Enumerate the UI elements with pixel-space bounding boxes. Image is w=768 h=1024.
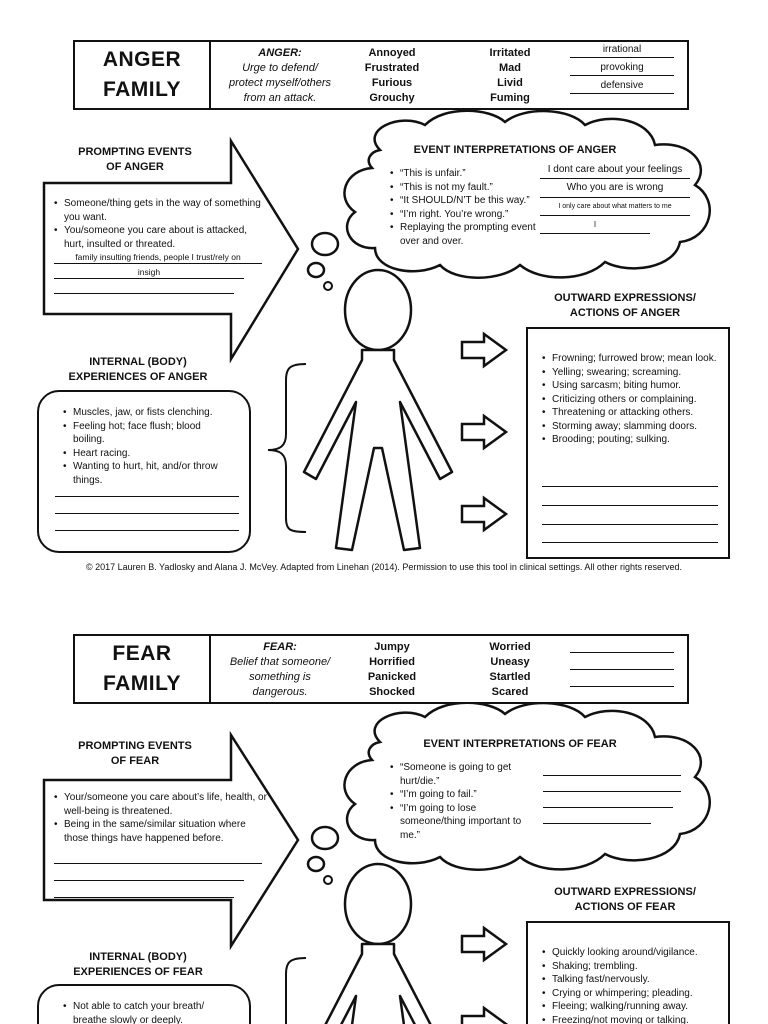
anger-outward-blank-4[interactable] — [542, 530, 718, 543]
thought-bubble-fear-medium — [308, 857, 324, 871]
anger-internal-blank-2[interactable] — [55, 501, 239, 514]
outward-arrow-fear-1 — [462, 928, 506, 960]
fear-prompting-list — [54, 791, 268, 845]
list-item: • “This is unfair.” — [390, 167, 540, 181]
fear-prompting-content — [54, 791, 268, 898]
thought-bubble-anger-medium — [308, 263, 324, 277]
list-item: • Criticizing others or complaining. — [542, 393, 718, 407]
fear-written-words[interactable] — [570, 636, 674, 687]
anger-prompting-list — [54, 197, 264, 251]
outward-arrow-anger-3 — [462, 498, 506, 530]
list-item: • Yelling; swearing; screaming. — [542, 366, 718, 380]
fear-internal-box — [37, 984, 251, 1024]
fear-family-title: FEAR FAMILY — [75, 636, 211, 702]
list-item: • “Someone is going to get hurt/die.” — [390, 761, 540, 788]
anger-words-column-2: Irritated Mad Livid Fuming — [489, 47, 531, 104]
thought-bubble-anger-small — [324, 282, 332, 290]
fear-words-column-1: Jumpy Horrified Panicked Shocked — [367, 641, 417, 698]
anger-words-column-1: Annoyed Frustrated Furious Grouchy — [364, 47, 420, 104]
fear-interpretations-written — [543, 762, 681, 824]
anger-interpretations-written: I dont care about your feelings Who you are is wrong I only care about what matters to me I — [540, 163, 690, 234]
anger-prompting-written-line-2[interactable]: insigh — [54, 266, 244, 279]
anger-outward-blank-2[interactable] — [542, 493, 718, 506]
fear-outward-list — [542, 946, 722, 1024]
fear-outward-heading: OUTWARD EXPRESSIONS/ ACTIONS OF FEAR — [554, 886, 696, 913]
copyright-notice: © 2017 Lauren B. Yadlosky and Alana J. McVey. Adapted from Linehan (2014). Permission to use this tool in clinical settings. All other rights reserved. — [86, 562, 682, 572]
list-item: • Wanting to hurt, hit, and/or throw things. — [63, 460, 233, 487]
brace-anger — [268, 364, 306, 532]
list-item: • Muscles, jaw, or fists clenching. — [63, 406, 233, 420]
fear-outward-box — [526, 921, 730, 1024]
anger-prompting-written-line-1[interactable]: family insulting friends, people I trust/rely on — [54, 251, 262, 264]
list-item: • Someone/thing gets in the way of something you want. — [54, 197, 264, 224]
list-item: • Using sarcasm; biting humor. — [542, 379, 718, 393]
fear-interpretations-list — [390, 761, 540, 842]
list-item: • Your/someone you care about’s life, health, or well-being is threatened. — [54, 791, 268, 818]
anger-prompting-content — [54, 197, 264, 294]
anger-outward-blank-3[interactable] — [542, 512, 718, 525]
list-item: • Crying or whimpering; pleading. — [542, 987, 722, 1001]
list-item: • “I’m going to fail.” — [390, 788, 540, 802]
fear-prompting-blank-3[interactable] — [54, 885, 234, 898]
thought-bubble-fear-large — [312, 827, 338, 849]
anger-outward-list — [542, 352, 718, 447]
list-item: • Heart racing. — [63, 447, 233, 461]
list-item: • Shaking; trembling. — [542, 960, 722, 974]
list-item: • Quickly looking around/vigilance. — [542, 946, 722, 960]
anger-internal-blank-1[interactable] — [55, 484, 239, 497]
list-item: • “This is not my fault.” — [390, 181, 540, 195]
list-item: • Fleeing; walking/running away. — [542, 1000, 722, 1014]
anger-internal-heading: INTERNAL (BODY) EXPERIENCES OF ANGER — [68, 356, 208, 383]
anger-prompting-written-line-3[interactable] — [54, 281, 234, 294]
anger-written-words[interactable]: irrational provoking defensive — [570, 40, 674, 94]
fear-words-column-2: Worried Uneasy Startled Scared — [489, 641, 531, 698]
anger-definition: ANGER: Urge to defend/ protect myself/others from an attack. — [228, 47, 332, 104]
list-item: • “I’m going to lose someone/thing important to me.” — [390, 802, 540, 843]
thought-bubble-anger-large — [312, 233, 338, 255]
anger-internal-blank-3[interactable] — [55, 518, 239, 531]
anger-family-title: ANGER FAMILY — [75, 42, 211, 108]
anger-family-header — [73, 40, 689, 110]
anger-outward-blank-1[interactable] — [542, 474, 718, 487]
fear-interpretations-heading: EVENT INTERPRETATIONS OF FEAR — [423, 738, 617, 750]
list-item: • “I’m right. You’re wrong.” — [390, 208, 540, 222]
list-item: • “It SHOULD/N’T be this way.” — [390, 194, 540, 208]
fear-internal-heading: INTERNAL (BODY) EXPERIENCES OF FEAR — [73, 951, 203, 978]
anger-outward-heading: OUTWARD EXPRESSIONS/ ACTIONS OF ANGER — [554, 292, 696, 319]
anger-internal-list — [63, 406, 233, 487]
list-item: • Storming away; slamming doors. — [542, 420, 718, 434]
fear-family-header — [73, 634, 689, 704]
anger-outward-box — [526, 327, 730, 559]
list-item: • Replaying the prompting event over and over. — [390, 221, 540, 248]
fear-definition: FEAR: Belief that someone/ something is dangerous. — [229, 641, 331, 698]
list-item: • Threatening or attacking others. — [542, 406, 718, 420]
stick-figure-fear — [304, 864, 452, 1024]
fear-prompting-blank-1[interactable] — [54, 851, 262, 864]
brace-fear — [286, 958, 306, 1024]
anger-internal-box — [37, 390, 251, 553]
anger-interpretations-heading: EVENT INTERPRETATIONS OF ANGER — [413, 144, 617, 156]
stick-figure-anger — [304, 270, 452, 550]
list-item: • Being in the same/similar situation where those things have happened before. — [54, 818, 268, 845]
list-item: • Talking fast/nervously. — [542, 973, 722, 987]
list-item: • You/someone you care about is attacked, hurt, insulted or threated. — [54, 224, 264, 251]
fear-internal-list — [63, 1000, 223, 1024]
outward-arrow-fear-2 — [462, 1008, 506, 1024]
fear-prompting-heading: PROMPTING EVENTS OF FEAR — [78, 740, 192, 767]
outward-arrow-anger-2 — [462, 416, 506, 448]
list-item: • Frowning; furrowed brow; mean look. — [542, 352, 718, 366]
list-item: • Brooding; pouting; sulking. — [542, 433, 718, 447]
anger-interpretations-list — [390, 167, 540, 248]
list-item: • Feeling hot; face flush; blood boiling. — [63, 420, 233, 447]
list-item: • Freezing/not moving or talking. — [542, 1014, 722, 1024]
anger-prompting-heading: PROMPTING EVENTS OF ANGER — [78, 146, 192, 173]
list-item: • Not able to catch your breath/ breathe slowly or deeply. — [63, 1000, 223, 1024]
fear-prompting-blank-2[interactable] — [54, 868, 244, 881]
thought-bubble-fear-small — [324, 876, 332, 884]
outward-arrow-anger-1 — [462, 334, 506, 366]
